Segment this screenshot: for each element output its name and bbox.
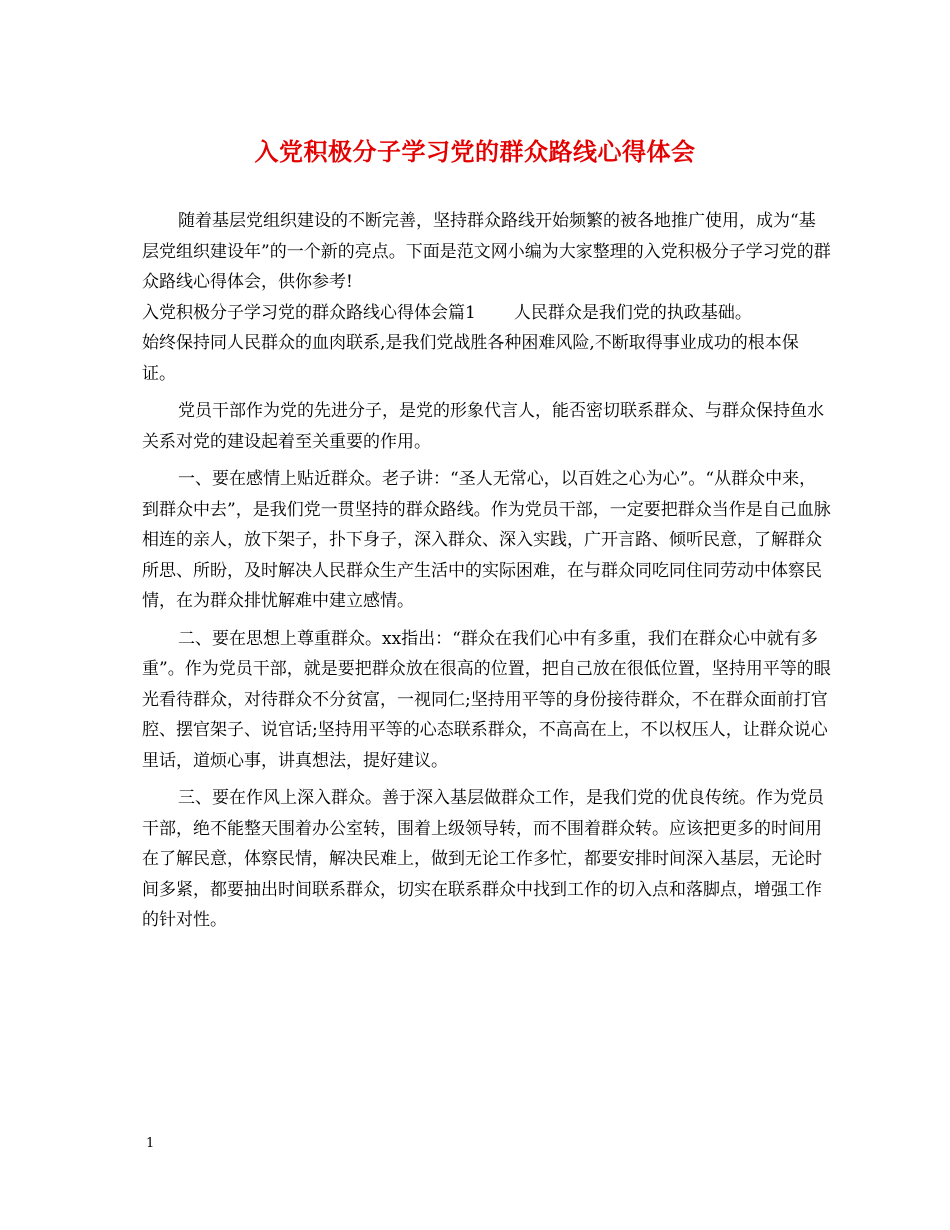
paragraph-point-one: 一、要在感情上贴近群众。老子讲：“圣人无常心，以百姓之心为心”。“从群众中来，到群众中去”，是我们党一贯坚持的群众路线。作为党员干部，一定要把群众当作是自己血脉相连的亲人，放下架子，扑下身子，深入群众、深入实践，广开言路、倾听民意，了解群众所思、所盼，及时解决人民群众生产生活中的实际困难，在与群众同吃同住同劳动中体察民情，在为群众排忧解难中建立感情。 — [142, 469, 831, 611]
section-first-sentence: 人民群众是我们党的执政基础。 — [513, 302, 752, 323]
section-heading: 入党积极分子学习党的群众路线心得体会篇1 — [142, 302, 476, 323]
section-paragraph: 始终保持同人民群众的血肉联系,是我们党战胜各种困难风险,不断取得事业成功的根本保证。 — [142, 333, 799, 384]
paragraph-party-members: 党员干部作为党的先进分子，是党的形象代言人，能否密切联系群众、与群众保持鱼水关系对党的建设起着至关重要的作用。 — [142, 401, 824, 452]
document-body — [142, 206, 832, 936]
intro-paragraph: 随着基层党组织建设的不断完善，坚持群众路线开始频繁的被各地推广使用，成为“基层党组织建设年”的一个新的亮点。下面是范文网小编为大家整理的入党积极分子学习党的群众路线心得体会，供你参考! — [142, 211, 831, 292]
section-heading-line — [142, 298, 832, 329]
page-number: 1 — [146, 1136, 155, 1151]
document-title: 入党积极分子学习党的群众路线心得体会 — [254, 137, 696, 166]
paragraph-point-three: 三、要在作风上深入群众。善于深入基层做群众工作，是我们党的优良传统。作为党员干部，绝不能整天围着办公室转，围着上级领导转，而不围着群众转。应该把更多的时间用在了解民意，体察民情，解决民难上，做到无论工作多忙，都要安排时间深入基层，无论时间多紧，都要抽出时间联系群众，切实在联系群众中找到工作的切入点和落脚点，增强工作的针对性。 — [142, 788, 824, 930]
paragraph-point-two: 二、要在思想上尊重群众。xx指出：“群众在我们心中有多重，我们在群众心中就有多重”。作为党员干部，就是要把群众放在很高的位置，把自己放在很低位置，坚持用平等的眼光看待群众，对待群众不分贫富，一视同仁;坚持用平等的身份接待群众，不在群众面前打官腔、摆官架子、说官话;坚持用平等的心态联系群众，不高高在上，不以权压人，让群众说心里话，道烦心事，讲真想法，提好建议。 — [142, 628, 831, 771]
